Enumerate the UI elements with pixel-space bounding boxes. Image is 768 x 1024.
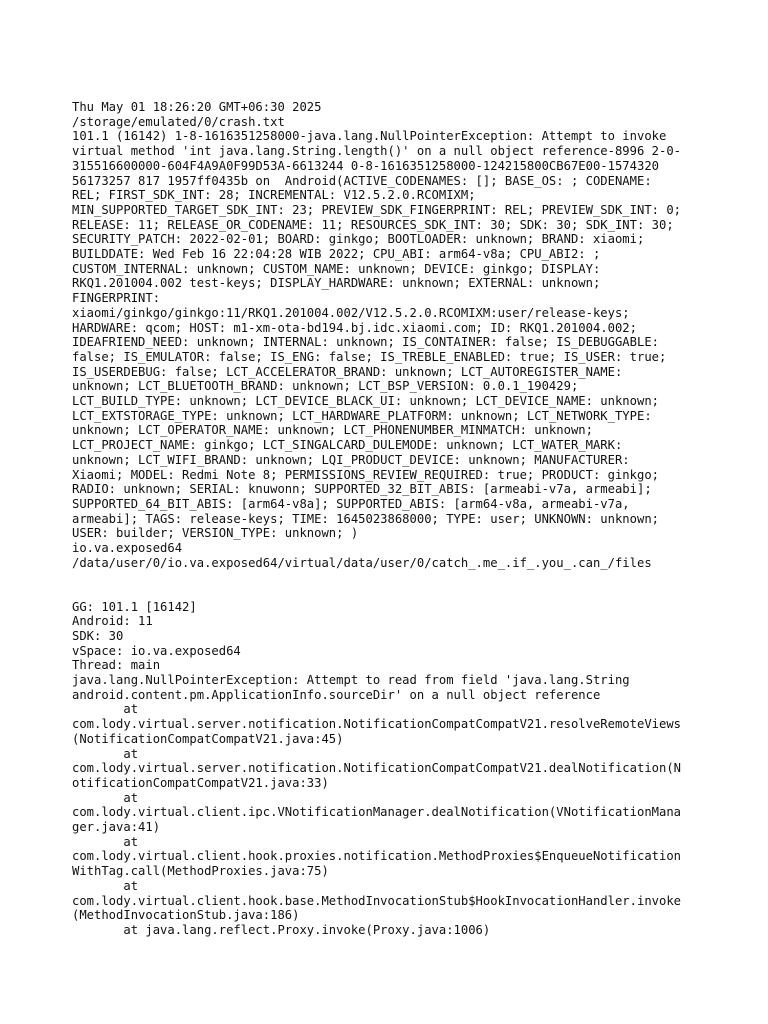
header-line: USER: builder; VERSION_TYPE: unknown; ) — [72, 526, 359, 541]
section-spacer — [72, 571, 702, 600]
header-line: armeabi]; TAGS: release-keys; TIME: 1645023868000; TYPE: user; UNKNOWN: unknown; — [72, 511, 659, 526]
header-line: SECURITY_PATCH: 2022-02-01; BOARD: ginkgo; BOOTLOADER: unknown; BRAND: xiaomi; — [72, 232, 645, 247]
header-line: IDEAFRIEND_NEED: unknown; INTERNAL: unknown; IS_CONTAINER: false; IS_DEBUGGABLE: — [72, 335, 659, 350]
header-line: xiaomi/ginkgo/ginkgo:11/RKQ1.201004.002/V12.5.2.0.RCOMIXM:user/release-keys; — [72, 305, 630, 320]
stack-trace-line: android.content.pm.ApplicationInfo.sourceDir' on a null object reference — [72, 687, 601, 702]
header-line: unknown; LCT_BLUETOOTH_BRAND: unknown; LCT_BSP_VERSION: 0.0.1_190429; — [72, 379, 579, 394]
header-line: SUPPORTED_64_BIT_ABIS: [arm64-v8a]; SUPPORTED_ABIS: [arm64-v8a, armeabi-v7a, — [72, 496, 630, 511]
header-line: 56173257 817 1957ff0435b on Android(ACTIVE_CODENAMES: []; BASE_OS: ; CODENAME: — [72, 173, 652, 188]
header-line: unknown; LCT_OPERATOR_NAME: unknown; LCT_PHONENUMBER_MINMATCH: unknown; — [72, 423, 593, 438]
stack-trace-line: Thread: main — [72, 658, 161, 673]
header-line: CUSTOM_INTERNAL: unknown; CUSTOM_NAME: unknown; DEVICE: ginkgo; DISPLAY: — [72, 261, 601, 276]
header-line: LCT_EXTSTORAGE_TYPE: unknown; LCT_HARDWARE_PLATFORM: unknown; LCT_NETWORK_TYPE: — [72, 408, 652, 423]
header-line: Thu May 01 18:26:20 GMT+06:30 2025 — [72, 100, 322, 114]
header-line: /storage/emulated/0/crash.txt — [72, 114, 285, 129]
stack-trace-line: WithTag.call(MethodProxies.java:75) — [72, 864, 329, 879]
stack-trace-line: GG: 101.1 [16142] — [72, 599, 197, 614]
header-line: RADIO: unknown; SERIAL: knuwonn; SUPPORTED_32_BIT_ABIS: [armeabi-v7a, armeabi]; — [72, 482, 652, 497]
stack-trace-line: at java.lang.reflect.Proxy.invoke(Proxy.java:1006) — [72, 922, 491, 937]
header-line: Xiaomi; MODEL: Redmi Note 8; PERMISSIONS_REVIEW_REQUIRED: true; PRODUCT: ginkgo; — [72, 467, 659, 482]
header-line: false; IS_EMULATOR: false; IS_ENG: false; IS_TREBLE_ENABLED: true; IS_USER: true; — [72, 349, 667, 364]
header-line: REL; FIRST_SDK_INT: 28; INCREMENTAL: V12.5.2.0.RCOMIXM; — [72, 188, 476, 203]
stack-trace-line: Android: 11 — [72, 614, 153, 629]
header-line: 101.1 (16142) 1-8-1616351258000-java.lang.NullPointerException: Attempt to invoke — [72, 129, 667, 144]
stack-trace-line: at — [72, 790, 139, 805]
header-line: /data/user/0/io.va.exposed64/virtual/data/user/0/catch_.me_.if_.you_.can_/files — [72, 555, 652, 570]
stack-trace-line: (MethodInvocationStub.java:186) — [72, 908, 300, 923]
header-line: FINGERPRINT: — [72, 291, 161, 306]
header-line: RELEASE: 11; RELEASE_OR_CODENAME: 11; RESOURCES_SDK_INT: 30; SDK: 30; SDK_INT: 30; — [72, 217, 674, 232]
stack-trace-line: com.lody.virtual.client.ipc.VNotificationManager.dealNotification(VNotificationMana — [72, 805, 682, 820]
stack-trace-line: SDK: 30 — [72, 628, 124, 643]
header-line: IS_USERDEBUG: false; LCT_ACCELERATOR_BRAND: unknown; LCT_AUTOREGISTER_NAME: — [72, 364, 623, 379]
stack-trace-line: com.lody.virtual.client.hook.proxies.notification.MethodProxies$EnqueueNotification — [72, 849, 682, 864]
stack-trace-line: at — [72, 746, 139, 761]
stack-trace-line: at — [72, 834, 139, 849]
header-line: BUILDDATE: Wed Feb 16 22:04:28 WIB 2022; CPU_ABI: arm64-v8a; CPU_ABI2: ; — [72, 247, 601, 262]
stack-trace-line: com.lody.virtual.server.notification.NotificationCompatCompatV21.dealNotification(N — [72, 761, 682, 776]
crash-details — [72, 600, 702, 938]
header-line: io.va.exposed64 — [72, 541, 183, 556]
header-line: LCT_BUILD_TYPE: unknown; LCT_DEVICE_BLACK_UI: unknown; LCT_DEVICE_NAME: unknown; — [72, 394, 659, 409]
header-line: 315516600000-604F4A9A0F99D53A-6613244 0-8-1616351258000-124215800CB67E00-1574320 — [72, 158, 659, 173]
header-line: RKQ1.201004.002 test-keys; DISPLAY_HARDWARE: unknown; EXTERNAL: unknown; — [72, 276, 601, 291]
stack-trace-line: at — [72, 878, 139, 893]
stack-trace-line: otificationCompatCompatV21.java:33) — [72, 775, 329, 790]
stack-trace-line: ger.java:41) — [72, 820, 161, 835]
stack-trace-line: at — [72, 702, 139, 717]
report-header — [72, 100, 702, 571]
header-line: MIN_SUPPORTED_TARGET_SDK_INT: 23; PREVIEW_SDK_FINGERPRINT: REL; PREVIEW_SDK_INT: 0; — [72, 202, 682, 217]
header-line: LCT_PROJECT_NAME: ginkgo; LCT_SINGALCARD_DULEMODE: unknown; LCT_WATER_MARK: — [72, 438, 623, 453]
stack-trace-line: com.lody.virtual.client.hook.base.MethodInvocationStub$HookInvocationHandler.invoke — [72, 893, 682, 908]
stack-trace-line: java.lang.NullPointerException: Attempt to read from field 'java.lang.String — [72, 673, 630, 688]
crash-report-page — [72, 100, 702, 938]
header-line: unknown; LCT_WIFI_BRAND: unknown; LQI_PRODUCT_DEVICE: unknown; MANUFACTURER: — [72, 452, 630, 467]
stack-trace-line: (NotificationCompatCompatV21.java:45) — [72, 731, 344, 746]
stack-trace-line: vSpace: io.va.exposed64 — [72, 643, 241, 658]
stack-trace-line: com.lody.virtual.server.notification.NotificationCompatCompatV21.resolveRemoteViews — [72, 717, 682, 732]
header-line: HARDWARE: qcom; HOST: m1-xm-ota-bd194.bj.idc.xiaomi.com; ID: RKQ1.201004.002; — [72, 320, 637, 335]
header-line: virtual method 'int java.lang.String.length()' on a null object reference-8996 2-0- — [72, 144, 682, 159]
